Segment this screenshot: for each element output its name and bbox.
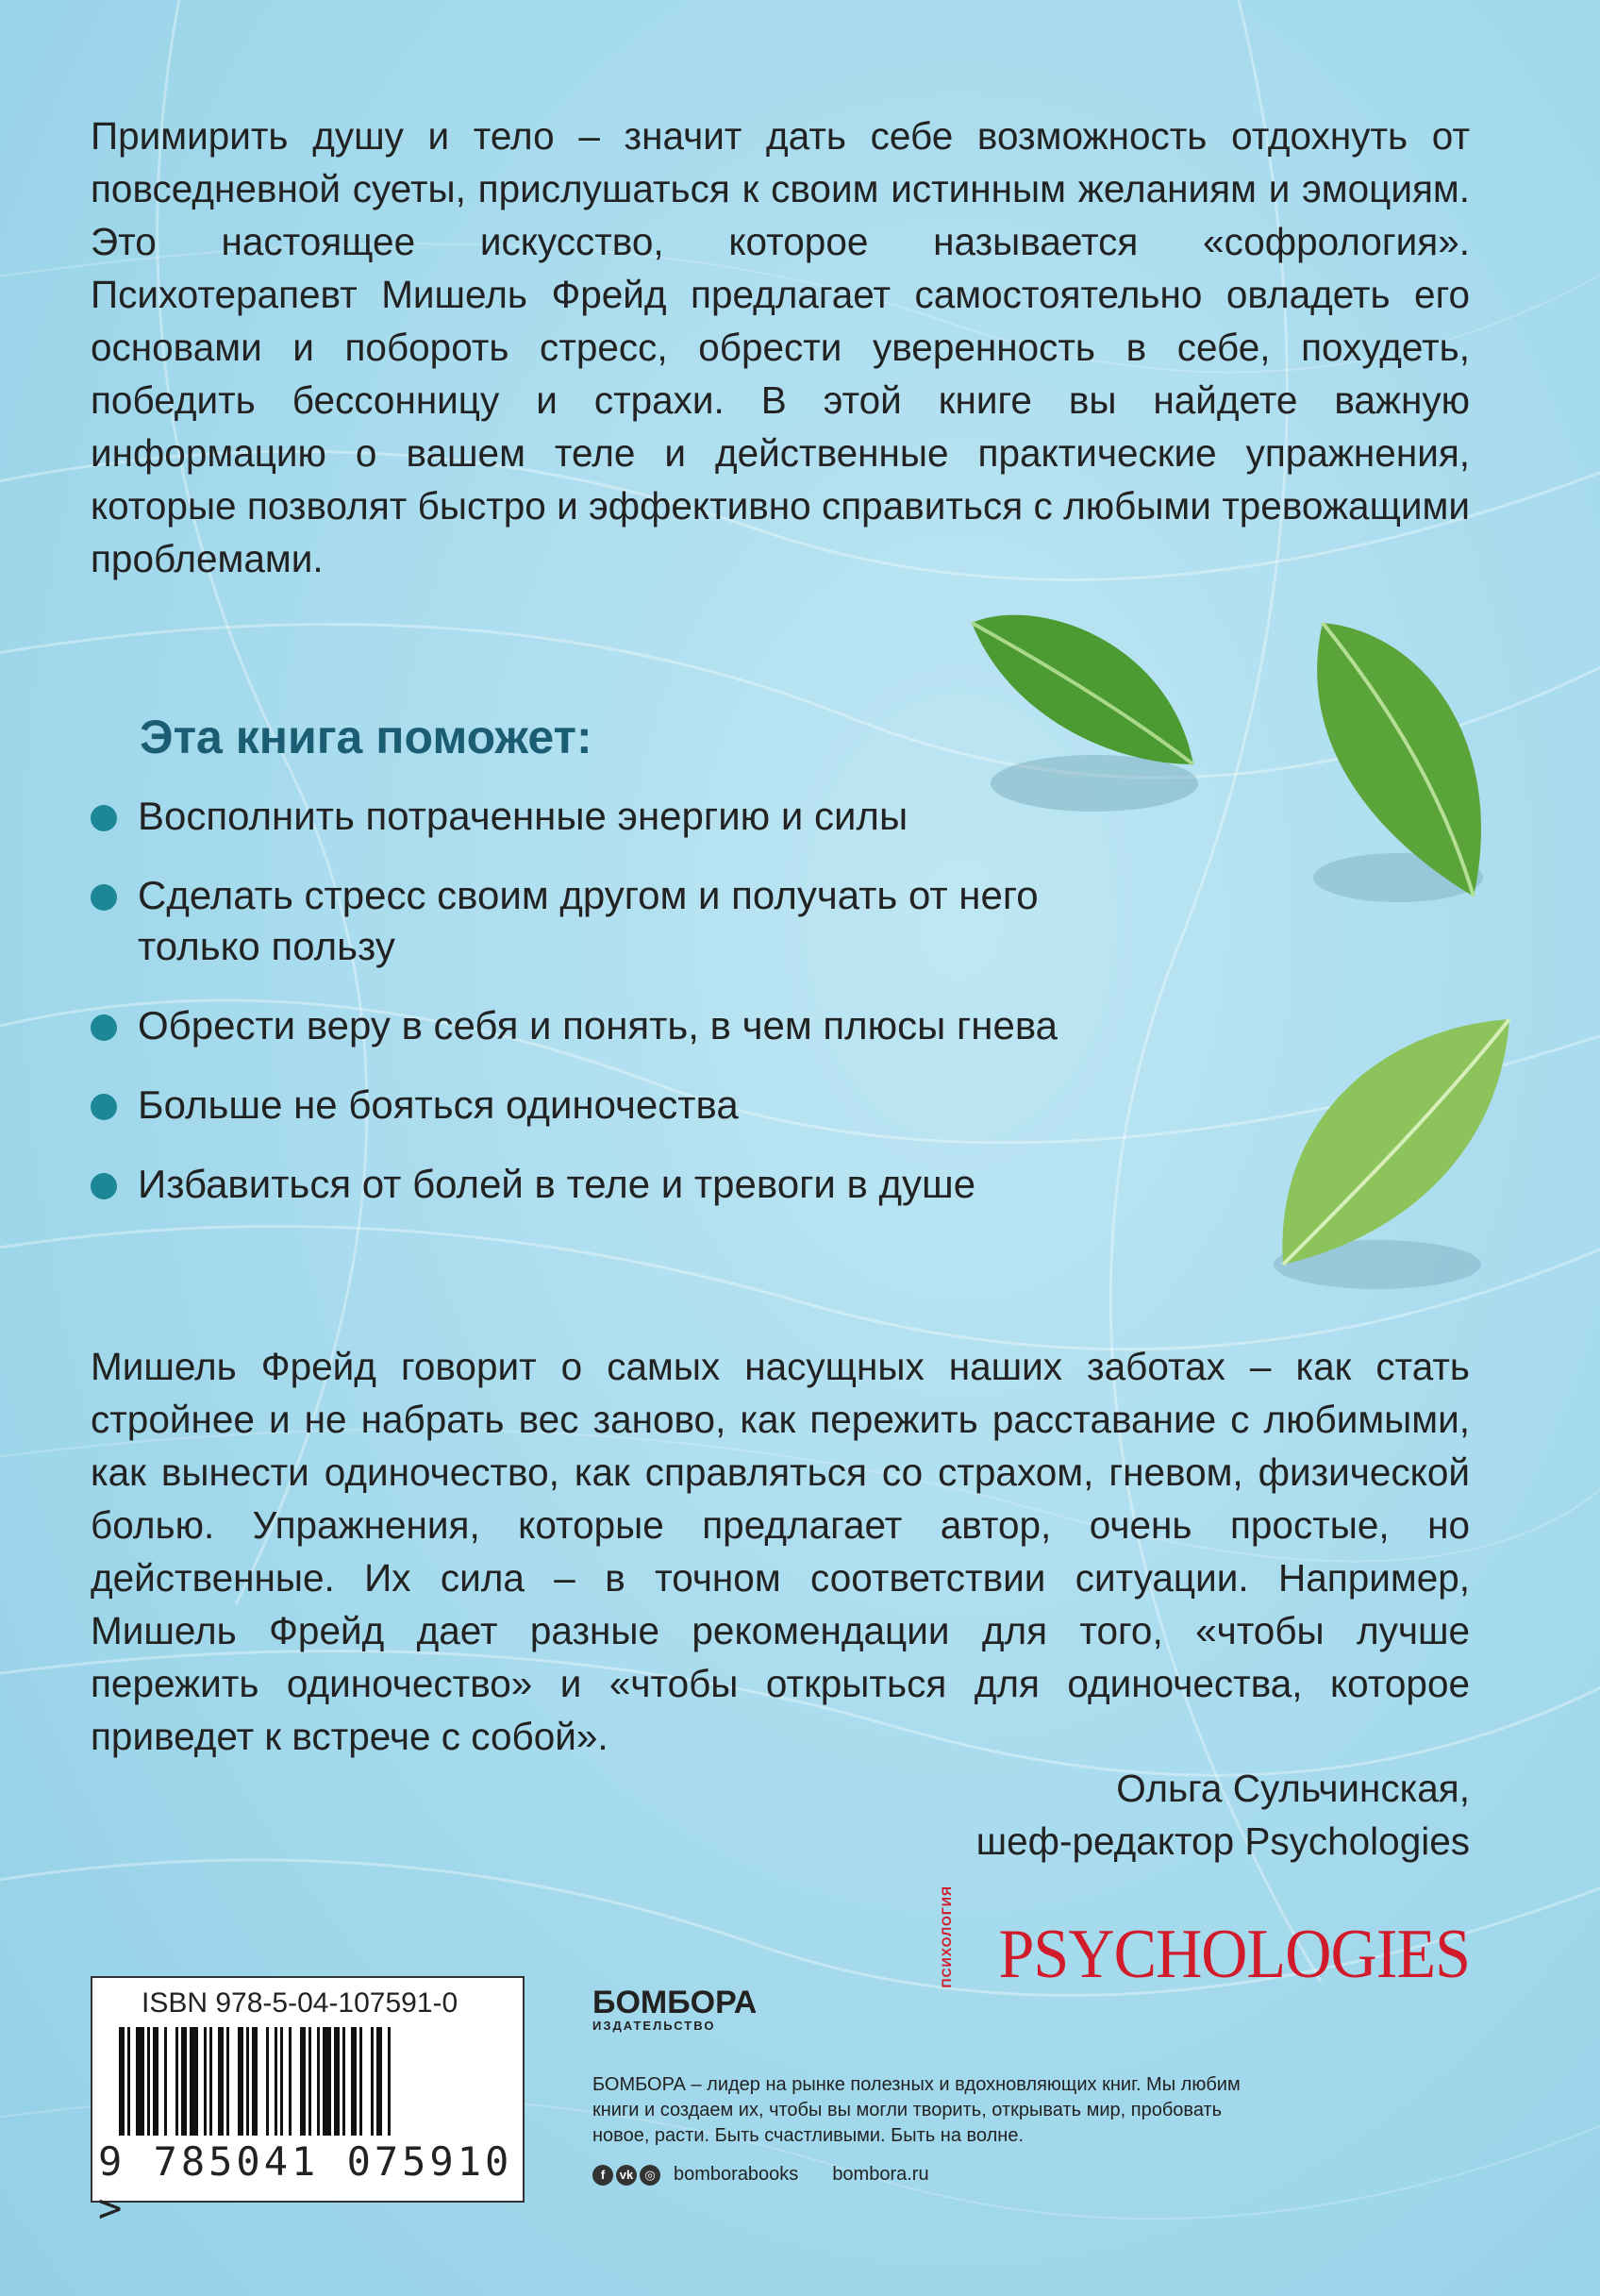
help-list-item: Восполнить потраченные энергию и силы [91,791,1109,842]
publisher-sub: ИЗДАТЕЛЬСТВО [592,2019,716,2033]
mint-leaf-top-right [1285,604,1521,915]
mint-leaf-bottom [1245,1000,1528,1293]
psychologies-logo-small: ПСИХОЛОГИЯ [938,1885,954,1988]
help-list-item: Избавиться от болей в теле и тревоги в душе [91,1159,1109,1210]
barcode-icon [119,2027,496,2140]
help-list-item: Сделать стресс своим другом и получать от него только пользу [91,870,1109,972]
isbn-barcode-box [91,1976,525,2231]
psychologies-logo [938,1885,1470,1993]
help-list-item: Обрести веру в себя и понять, в чем плюсы гнева [91,1000,1109,1051]
instagram-icon[interactable]: ◎ [640,2165,660,2186]
facebook-icon[interactable]: f [592,2165,613,2186]
review-author-role: шеф-редактор Psychologies [975,1819,1470,1863]
isbn-label: ISBN 978-5-04-107591-0 [142,1987,458,2019]
review-author: Ольга Сульчинская, [1116,1767,1470,1810]
help-list [91,791,1109,1238]
publisher-socials [592,2164,929,2186]
help-heading: Эта книга поможет: [140,711,592,763]
publisher-website[interactable]: bombora.ru [832,2164,929,2185]
help-list-item: Больше не бояться одиночества [91,1080,1109,1131]
intro-paragraph: Примирить душу и тело – значит дать себе возможность отдохнуть от повседневной суеты, прислушаться к своим истинным желаниям и эмоциям. Это настоящее искусство, которое называется «софрология». Психотерапевт Мишель Фрейд предлагает самостоятельно овладеть его основами и побороть стресс, обрести уверенность в себе, похудеть, победить бессонницу и страхи. В этой книге вы найдете важную информацию о вашем теле и действенные практические упражнения, которые позволят быстро и эффективно справиться с любыми тревожащими проблемами. [91,114,1470,580]
publisher-description: БОМБОРА – лидер на рынке полезных и вдохновляющих книг. Мы любим книги и создаем их, чтобы вы могли творить, открывать мир, пробовать новое, расти. Быть счастливыми. Быть на волне. [592,2074,1241,2146]
publisher-logo [592,1986,757,2033]
review-paragraph: Мишель Фрейд говорит о самых насущных наших заботах – как стать стройнее и не набрать вес заново, как пережить расставание с любимыми, как вынести одиночество, как справляться со страхом, гневом, физической болью. Упражнения, которые предлагает автор, очень простые, но действенные. Их сила – в точном соответствии ситуации. Например, Мишель Фрейд дает разные рекомендации для того, «чтобы лучше пережить одиночество» и «чтобы открыться для одиночества, которое приведет к встрече с собой». [91,1345,1470,1758]
psychologies-logo-big: PSYCHOLOGIES [998,1915,1470,1993]
vk-icon[interactable]: vk [616,2165,637,2186]
barcode-digits: 9 785041 075910 > [98,2138,513,2231]
review-attribution [976,1762,1470,1868]
publisher-name: БОМБОРА [592,1985,758,2020]
social-handle[interactable]: bomborabooks [674,2164,799,2185]
